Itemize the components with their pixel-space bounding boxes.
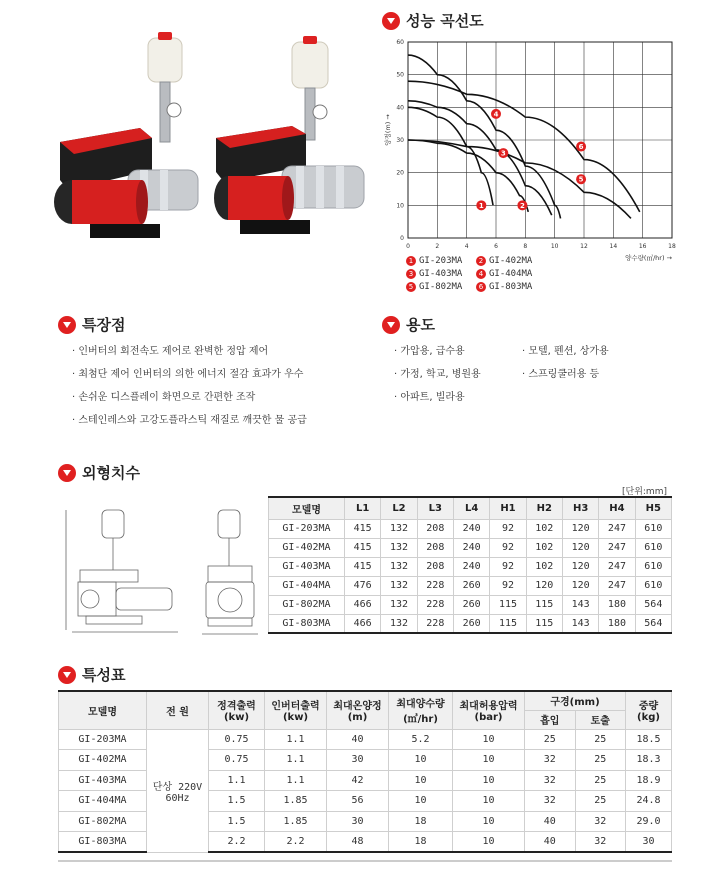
legend-label: GI-803MA — [489, 282, 533, 292]
value-cell: 610 — [635, 576, 671, 595]
value-cell: 18 — [389, 832, 453, 853]
value-cell: 1.85 — [265, 791, 327, 812]
curve-marker-label: 1 — [478, 201, 484, 210]
value-cell: 25 — [575, 750, 626, 771]
legend-label: GI-802MA — [419, 282, 463, 292]
col-header-line: 최대허용압력 — [459, 701, 518, 713]
value-cell: 415 — [345, 519, 381, 538]
value-cell: 1.5 — [209, 811, 265, 832]
value-cell: 32 — [525, 791, 576, 812]
value-cell: 415 — [345, 538, 381, 557]
value-cell: 30 — [327, 811, 389, 832]
pump-image-large — [210, 30, 380, 250]
value-cell: 260 — [453, 576, 489, 595]
model-cell: GI-403MA — [59, 770, 147, 791]
value-cell: 132 — [381, 557, 417, 576]
legend-label: GI-403MA — [419, 269, 463, 279]
unit-label: [단위:mm] — [622, 487, 667, 497]
power-line: 60Hz — [165, 792, 190, 804]
value-cell: 1.1 — [209, 770, 265, 791]
value-cell: 18.9 — [626, 770, 672, 791]
value-cell: 260 — [453, 595, 489, 614]
value-cell: 2.2 — [265, 832, 327, 853]
value-cell: 92 — [490, 519, 526, 538]
value-cell: 208 — [417, 557, 453, 576]
col-header-bore: 구경(mm) — [525, 691, 626, 710]
number-badge-icon: 4 — [476, 269, 486, 279]
value-cell: 10 — [453, 729, 525, 750]
model-cell: GI-803MA — [59, 832, 147, 853]
number-badge-icon: 6 — [476, 282, 486, 292]
uses-list-col2 — [522, 340, 609, 386]
x-axis-label: 양수량(㎥/hr) → — [625, 254, 672, 262]
feature-item: · 스테인레스와 고강도플라스틱 재질로 깨끗한 물 공급 — [72, 409, 307, 432]
table-row — [269, 614, 672, 633]
col-header: L1 — [345, 497, 381, 519]
value-cell: 1.5 — [209, 791, 265, 812]
value-cell: 180 — [599, 614, 635, 633]
value-cell: 132 — [381, 519, 417, 538]
value-cell: 228 — [417, 576, 453, 595]
value-cell: 120 — [526, 576, 562, 595]
col-header-line: 최대온양정 — [333, 701, 382, 713]
value-cell: 5.2 — [389, 729, 453, 750]
feature-item: · 손쉬운 디스플레이 화면으로 간편한 조작 — [72, 386, 307, 409]
value-cell: 40 — [525, 811, 576, 832]
value-cell: 120 — [562, 557, 598, 576]
value-cell: 610 — [635, 557, 671, 576]
legend-item — [406, 269, 462, 279]
col-header: H4 — [599, 497, 635, 519]
dimensions-title: 외형치수 — [82, 464, 140, 482]
feature-item: · 최첨단 제어 인버터의 의한 에너지 절감 효과가 우수 — [72, 363, 307, 386]
value-cell: 42 — [327, 770, 389, 791]
value-cell: 102 — [526, 557, 562, 576]
col-header-power: 전 원 — [147, 691, 209, 729]
feature-item: · 인버터의 회전속도 제어로 완벽한 정압 제어 — [72, 340, 307, 363]
y-tick-label: 50 — [396, 71, 404, 79]
arrow-down-icon — [382, 12, 400, 30]
value-cell: 10 — [453, 832, 525, 853]
performance-title: 성능 곡선도 — [406, 12, 484, 30]
uses-title: 용도 — [406, 316, 435, 334]
value-cell: 25 — [525, 729, 576, 750]
arrow-down-icon — [58, 464, 76, 482]
col-header-line: (kg) — [637, 712, 660, 724]
table-header-row — [59, 691, 672, 710]
value-cell: 0.75 — [209, 729, 265, 750]
col-header-max-head — [327, 691, 389, 729]
value-cell: 143 — [562, 595, 598, 614]
table-row — [269, 595, 672, 614]
number-badge-icon: 1 — [406, 256, 416, 266]
col-header-weight — [626, 691, 672, 729]
value-cell: 476 — [345, 576, 381, 595]
legend-item — [476, 256, 532, 266]
table-row — [269, 576, 672, 595]
value-cell: 32 — [525, 750, 576, 771]
value-cell: 610 — [635, 519, 671, 538]
series-line-6 — [408, 81, 640, 212]
value-cell: 10 — [453, 811, 525, 832]
table-row — [269, 519, 672, 538]
value-cell: 25 — [575, 791, 626, 812]
value-cell: 32 — [525, 770, 576, 791]
value-cell: 10 — [389, 770, 453, 791]
col-header-line: (kw) — [223, 712, 250, 724]
value-cell: 102 — [526, 538, 562, 557]
value-cell: 30 — [327, 750, 389, 771]
value-cell: 120 — [562, 538, 598, 557]
col-header: 모델명 — [269, 497, 345, 519]
x-tick-label: 16 — [638, 243, 647, 250]
model-cell: GI-404MA — [59, 791, 147, 812]
curve-marker-label: 5 — [578, 175, 584, 184]
value-cell: 228 — [417, 595, 453, 614]
value-cell: 24.8 — [626, 791, 672, 812]
uses-list-col1 — [394, 340, 481, 409]
value-cell: 25 — [575, 729, 626, 750]
value-cell: 208 — [417, 519, 453, 538]
col-header-line: 인버터출력 — [271, 701, 320, 713]
value-cell: 10 — [453, 791, 525, 812]
value-cell: 10 — [389, 750, 453, 771]
x-tick-label: 4 — [464, 243, 469, 250]
value-cell: 208 — [417, 538, 453, 557]
col-header-line: (㎥/hr) — [403, 714, 438, 726]
model-cell: GI-404MA — [269, 576, 345, 595]
features-list — [72, 340, 307, 432]
divider — [58, 860, 672, 862]
features-title: 특장점 — [82, 316, 126, 334]
dimensions-heading — [58, 462, 140, 483]
value-cell: 1.1 — [265, 750, 327, 771]
curve-marker-label: 4 — [493, 110, 499, 119]
table-row — [59, 729, 672, 750]
x-tick-label: 14 — [609, 243, 618, 250]
value-cell: 180 — [599, 595, 635, 614]
model-cell: GI-203MA — [59, 729, 147, 750]
uses-heading — [382, 314, 435, 335]
col-header: H1 — [490, 497, 526, 519]
power-line: 단상 220V — [152, 781, 203, 793]
y-tick-label: 0 — [400, 235, 404, 242]
value-cell: 10 — [453, 770, 525, 791]
value-cell: 18.3 — [626, 750, 672, 771]
value-cell: 32 — [575, 811, 626, 832]
col-header: H5 — [635, 497, 671, 519]
value-cell: 25 — [575, 770, 626, 791]
legend-item — [476, 269, 532, 279]
value-cell: 32 — [575, 832, 626, 853]
value-cell: 115 — [490, 595, 526, 614]
use-item: · 아파트, 빌라용 — [394, 386, 481, 409]
value-cell: 415 — [345, 557, 381, 576]
specs-heading — [58, 664, 125, 685]
series-line-1 — [408, 107, 493, 205]
model-cell: GI-803MA — [269, 614, 345, 633]
value-cell: 115 — [490, 614, 526, 633]
value-cell: 29.0 — [626, 811, 672, 832]
use-item: · 모텔, 펜션, 상가용 — [522, 340, 609, 363]
value-cell: 1.1 — [265, 770, 327, 791]
value-cell: 120 — [562, 576, 598, 595]
model-cell: GI-403MA — [269, 557, 345, 576]
col-header: H3 — [562, 497, 598, 519]
value-cell: 56 — [327, 791, 389, 812]
x-tick-label: 2 — [435, 243, 440, 250]
col-header-max-pressure — [453, 691, 525, 729]
col-header: L4 — [453, 497, 489, 519]
x-tick-label: 12 — [580, 243, 588, 250]
value-cell: 240 — [453, 519, 489, 538]
use-item: · 스프링쿨러용 등 — [522, 363, 609, 386]
value-cell: 92 — [490, 576, 526, 595]
value-cell: 247 — [599, 538, 635, 557]
value-cell: 120 — [562, 519, 598, 538]
power-cell — [147, 729, 209, 852]
model-cell: GI-802MA — [59, 811, 147, 832]
value-cell: 466 — [345, 614, 381, 633]
arrow-down-icon — [58, 666, 76, 684]
x-tick-label: 6 — [494, 243, 498, 250]
x-tick-label: 0 — [406, 243, 410, 250]
value-cell: 132 — [381, 614, 417, 633]
x-tick-label: 10 — [550, 243, 559, 250]
specs-title: 특성표 — [82, 666, 126, 684]
value-cell: 10 — [453, 750, 525, 771]
value-cell: 115 — [526, 614, 562, 633]
value-cell: 102 — [526, 519, 562, 538]
value-cell: 260 — [453, 614, 489, 633]
arrow-down-icon — [58, 316, 76, 334]
value-cell: 240 — [453, 557, 489, 576]
col-header-line: 정격출력 — [217, 701, 256, 713]
curve-marker-label: 3 — [500, 149, 506, 158]
series-line-2 — [408, 140, 528, 212]
value-cell: 40 — [327, 729, 389, 750]
legend-label: GI-203MA — [419, 256, 463, 266]
col-header-line: 최대양수량 — [396, 699, 445, 711]
col-header: L2 — [381, 497, 417, 519]
col-header-inverter-output — [265, 691, 327, 729]
value-cell: 247 — [599, 557, 635, 576]
value-cell: 1.1 — [265, 729, 327, 750]
use-item: · 가정, 학교, 병원용 — [394, 363, 481, 386]
arrow-down-icon — [382, 316, 400, 334]
x-tick-label: 8 — [523, 243, 528, 250]
col-header-line: (m) — [347, 712, 368, 724]
model-cell: GI-802MA — [269, 595, 345, 614]
curve-marker-label: 2 — [519, 201, 525, 210]
col-header-line: 중량 — [638, 701, 659, 713]
value-cell: 18 — [389, 811, 453, 832]
value-cell: 228 — [417, 614, 453, 633]
value-cell: 132 — [381, 595, 417, 614]
col-header-discharge: 토출 — [575, 710, 626, 729]
col-header-line: (kw) — [282, 712, 309, 724]
col-header-model: 모델명 — [59, 691, 147, 729]
y-axis-label: 양정(m) → — [384, 114, 392, 146]
number-badge-icon: 2 — [476, 256, 486, 266]
value-cell: 115 — [526, 595, 562, 614]
number-badge-icon: 3 — [406, 269, 416, 279]
value-cell: 247 — [599, 519, 635, 538]
col-header-rated-output — [209, 691, 265, 729]
curve-marker-label: 6 — [578, 143, 584, 152]
value-cell: 610 — [635, 538, 671, 557]
legend-label: GI-404MA — [489, 269, 533, 279]
performance-heading — [382, 10, 484, 31]
use-item: · 가압용, 급수용 — [394, 340, 481, 363]
features-heading — [58, 314, 125, 335]
col-header-line: (bar) — [474, 712, 503, 724]
legend-item — [406, 282, 462, 292]
legend-label: GI-402MA — [489, 256, 533, 266]
specs-table — [58, 690, 672, 853]
value-cell: 2.2 — [209, 832, 265, 853]
model-cell: GI-402MA — [59, 750, 147, 771]
value-cell: 466 — [345, 595, 381, 614]
x-tick-label: 18 — [668, 243, 676, 250]
table-row — [269, 538, 672, 557]
col-header: L3 — [417, 497, 453, 519]
dimensions-table — [268, 496, 672, 634]
value-cell: 1.85 — [265, 811, 327, 832]
col-header-suction: 흡입 — [525, 710, 576, 729]
value-cell: 132 — [381, 576, 417, 595]
pump-image-small — [50, 30, 220, 250]
col-header-max-flow — [389, 691, 453, 729]
y-tick-label: 30 — [396, 137, 404, 144]
y-tick-label: 10 — [396, 202, 404, 210]
value-cell: 40 — [525, 832, 576, 853]
value-cell: 0.75 — [209, 750, 265, 771]
value-cell: 240 — [453, 538, 489, 557]
value-cell: 30 — [626, 832, 672, 853]
y-tick-label: 20 — [396, 169, 404, 177]
dimension-drawing — [58, 500, 263, 640]
value-cell: 564 — [635, 595, 671, 614]
value-cell: 247 — [599, 576, 635, 595]
col-header: H2 — [526, 497, 562, 519]
model-cell: GI-402MA — [269, 538, 345, 557]
y-tick-label: 60 — [396, 39, 404, 46]
value-cell: 92 — [490, 538, 526, 557]
value-cell: 143 — [562, 614, 598, 633]
number-badge-icon: 5 — [406, 282, 416, 292]
value-cell: 48 — [327, 832, 389, 853]
legend-item — [476, 282, 532, 292]
value-cell: 564 — [635, 614, 671, 633]
table-row — [269, 557, 672, 576]
legend-item — [406, 256, 462, 266]
table-header-row — [269, 497, 672, 519]
model-cell: GI-203MA — [269, 519, 345, 538]
value-cell: 132 — [381, 538, 417, 557]
value-cell: 92 — [490, 557, 526, 576]
y-tick-label: 40 — [396, 104, 404, 112]
series-line-4 — [408, 55, 561, 218]
value-cell: 10 — [389, 791, 453, 812]
value-cell: 18.5 — [626, 729, 672, 750]
